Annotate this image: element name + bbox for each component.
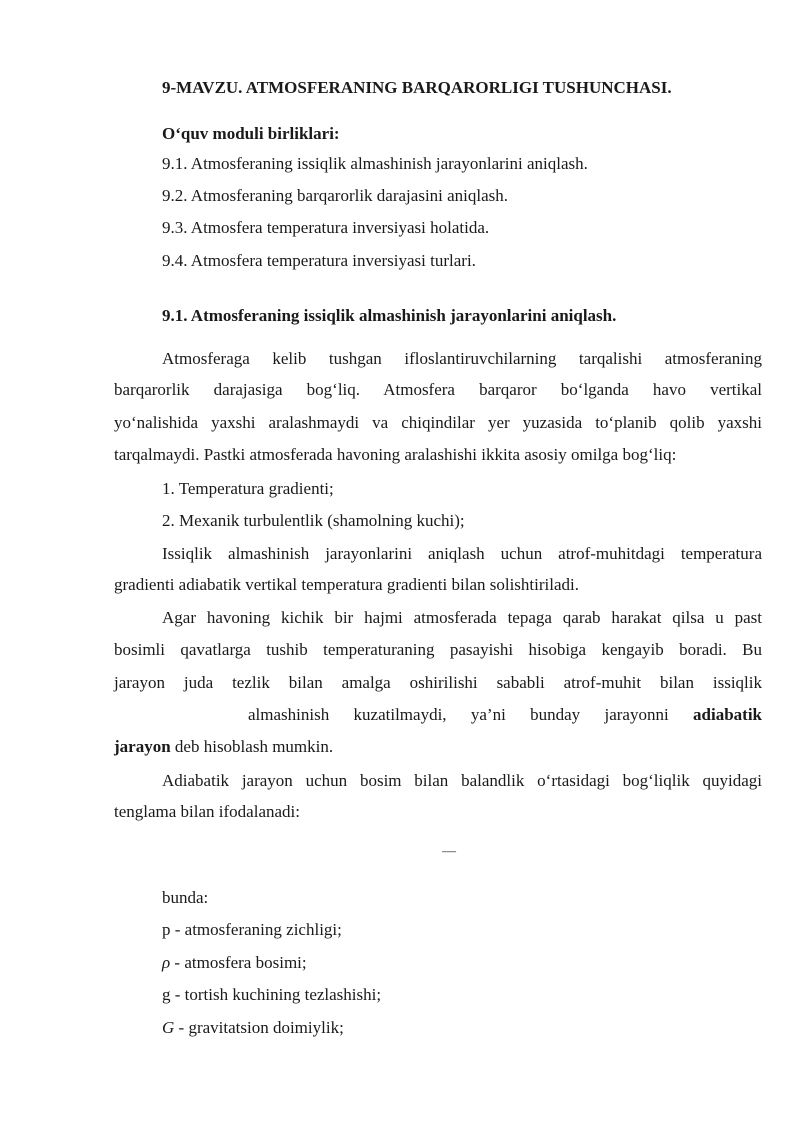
term-jarayon: jarayon [114, 737, 171, 756]
definition-item [162, 985, 381, 1005]
definition-item [162, 920, 342, 940]
section-heading: 9.1. Atmosferaning issiqlik almashinish jarayonlarini aniqlash. [162, 306, 617, 325]
definition-symbol: ρ [162, 953, 171, 972]
definition-symbol: g [162, 985, 171, 1004]
paragraph-line: Adiabatik jarayon uchun bosim bilan balandlik o‘rtasidagi bog‘liqlik quyidagi [162, 771, 762, 790]
paragraph-line: tenglama bilan ifodalanadi: [114, 802, 300, 821]
paragraph-line [248, 705, 762, 725]
definition-text: - gravitatsion doimiylik; [174, 1018, 344, 1037]
paragraph-text: deb hisoblash mumkin. [174, 737, 334, 756]
list-item: 1. Temperatura gradienti; [162, 479, 334, 498]
paragraph-line: Issiqlik almashinish jarayonlarini aniqlash uchun atrof-muhitdagi temperatura [162, 544, 762, 563]
paragraph-text: almashinish kuzatilmaydi, ya’ni bunday jarayonni [248, 705, 669, 724]
paragraph-line: barqarorlik darajasiga bog‘liq. Atmosfera barqaror bo‘lganda havo vertikal [114, 380, 762, 399]
definition-text: - tortish kuchining tezlashishi; [170, 985, 382, 1004]
paragraph-line: jarayon juda tezlik bilan amalga oshirilishi sababli atrof-muhit bilan issiqlik [114, 673, 762, 692]
units-heading: O‘quv moduli birliklari: [162, 124, 340, 143]
paragraph-line [114, 737, 333, 757]
unit-item: 9.2. Atmosferaning barqarorlik darajasini aniqlash. [162, 186, 509, 205]
paragraph-line: gradienti adiabatik vertikal temperatura gradienti bilan solishtiriladi. [114, 575, 579, 594]
paragraph-line: Agar havoning kichik bir hajmi atmosferada tepaga qarab harakat qilsa u past [162, 608, 762, 627]
definition-text: - atmosferaning zichligi; [170, 920, 342, 939]
paragraph-line: Atmosferaga kelib tushgan ifloslantiruvchilarning tarqalishi atmosferaning [162, 349, 762, 368]
term-adiabatik: adiabatik [693, 705, 763, 724]
unit-item: 9.4. Atmosfera temperatura inversiyasi turlari. [162, 251, 476, 270]
definition-symbol: p [162, 920, 171, 939]
definition-item [162, 953, 307, 973]
formula-placeholder: — [442, 844, 456, 859]
unit-item: 9.1. Atmosferaning issiqlik almashinish jarayonlarini aniqlash. [162, 154, 588, 173]
paragraph-line: tarqalmaydi. Pastki atmosferada havoning aralashishi ikkita asosiy omilga bog‘liq: [114, 445, 677, 464]
definition-item [162, 1018, 344, 1038]
definition-text: - atmosfera bosimi; [170, 953, 307, 972]
list-item: 2. Mexanik turbulentlik (shamolning kuchi); [162, 511, 465, 530]
definition-symbol: G [162, 1018, 175, 1037]
paragraph-line: bosimli qavatlarga tushib temperaturaning pasayishi hisobiga kengayib boradi. Bu [114, 640, 762, 659]
page-title: 9-MAVZU. ATMOSFERANING BARQARORLIGI TUSHUNCHASI. [162, 78, 672, 97]
paragraph-line: yo‘nalishida yaxshi aralashmaydi va chiqindilar yer yuzasida to‘planib qolib yaxshi [114, 413, 762, 432]
unit-item: 9.3. Atmosfera temperatura inversiyasi holatida. [162, 218, 490, 237]
bunda-label: bunda: [162, 888, 209, 907]
